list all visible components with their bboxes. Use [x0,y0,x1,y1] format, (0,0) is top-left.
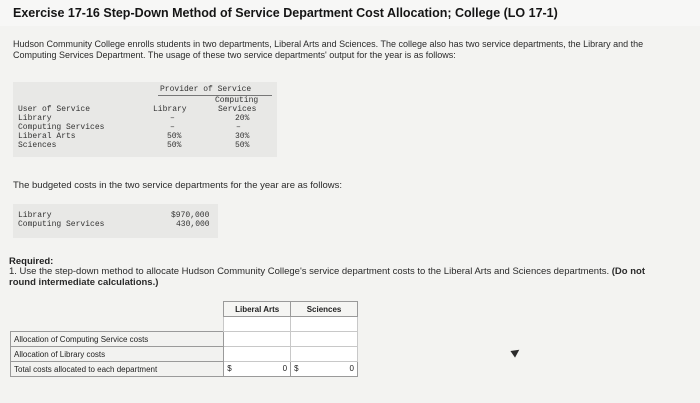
col-liberal-arts: Liberal Arts [224,302,291,317]
row-liberal-arts-label: Liberal Arts [18,132,76,141]
cost-computing-amount: 430,000 [176,220,210,229]
row-library-computing: 20% [235,114,250,123]
total-sciences-cell [291,362,358,377]
required-instruction: 1. Use the step-down method to allocate Hudson Community College's service department costs to the Liberal Arts and Sciences departments. [9,266,610,277]
total-sciences-currency: $ [294,364,299,373]
answer-header-row [11,302,358,317]
required-heading: Required: [9,256,54,267]
usage-table [13,82,277,157]
computing-allocation-liberal-input[interactable] [224,332,291,347]
user-of-service-header: User of Service [18,105,91,114]
row-liberal-arts-computing: 30% [235,132,250,141]
total-liberal-currency: $ [227,364,232,373]
computing-allocation-sciences-input[interactable] [291,332,358,347]
cost-library-amount: $970,000 [171,211,210,220]
spacer-blank [11,317,224,332]
computing-services-header-2: Services [218,105,257,114]
mouse-cursor-icon [510,346,521,357]
page-title: Exercise 17-16 Step-Down Method of Service Department Cost Allocation; College (LO 17-1) [13,6,558,20]
row-sciences-label: Sciences [18,141,57,150]
row-library-label: Library [18,114,52,123]
required-note: (Do not round intermediate calculations.) [9,266,645,288]
table-row [11,362,358,377]
cost-library-label: Library [18,211,52,220]
row-liberal-arts-library: 50% [167,132,182,141]
answer-header-blank [11,302,224,317]
spacer-liberal-cell [224,317,291,332]
row-computing-dash: – [236,123,241,132]
required-text [9,266,649,288]
provider-of-service-header: Provider of Service [160,85,252,94]
allocation-answer-table [10,301,358,377]
row-label-computing-allocation: Allocation of Computing Service costs [11,332,224,347]
budget-costs-table [13,204,218,238]
intro-paragraph: Hudson Community College enrolls students in two departments, Liberal Arts and Sciences. The college also has two service departments, the Library and the Computing Services Department. The usage of these two service departments' output for the year is as follows: [13,39,644,60]
row-computing-library: – [170,123,175,132]
library-allocation-sciences-input[interactable] [291,347,358,362]
library-allocation-liberal-input[interactable] [224,347,291,362]
row-library-dash: – [170,114,175,123]
spacer-sciences-cell [291,317,358,332]
answer-spacer-row [11,317,358,332]
computing-services-header-1: Computing [215,96,259,105]
row-label-library-allocation: Allocation of Library costs [11,347,224,362]
row-sciences-library: 50% [167,141,182,150]
library-col-header: Library [153,105,187,114]
row-sciences-computing: 50% [235,141,250,150]
col-sciences: Sciences [291,302,358,317]
row-label-total: Total costs allocated to each department [11,362,224,377]
row-computing-label: Computing Services [18,123,105,132]
table-row [11,347,358,362]
budget-text: The budgeted costs in the two service departments for the year are as follows: [13,180,342,191]
total-liberal-cell [224,362,291,377]
total-sciences-value: 0 [349,364,354,373]
cost-computing-label: Computing Services [18,220,105,229]
table-row [11,332,358,347]
total-liberal-value: 0 [282,364,288,373]
